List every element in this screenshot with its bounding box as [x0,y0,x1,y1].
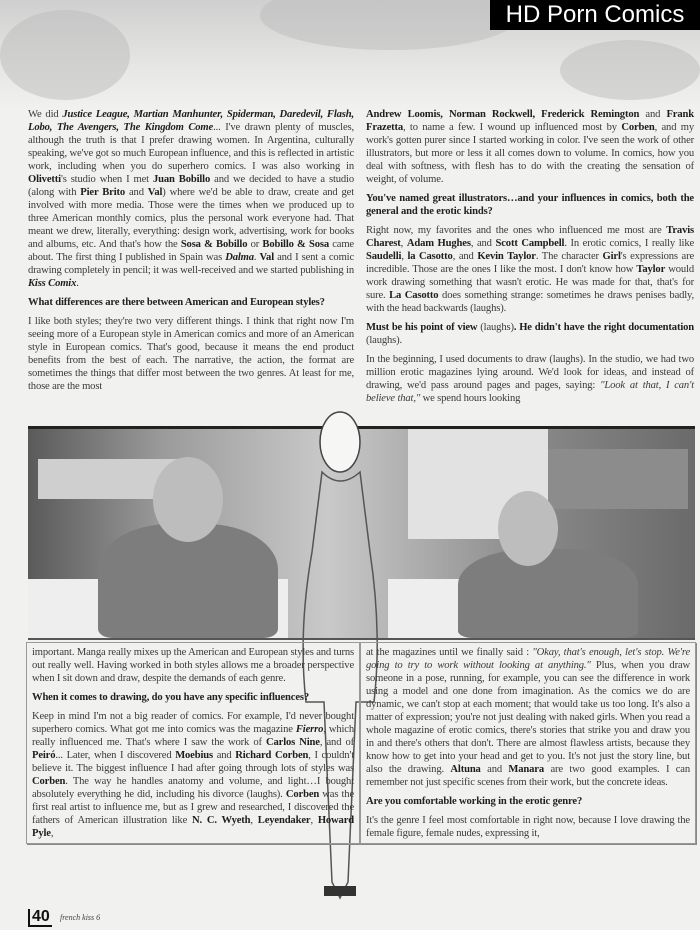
interview-answer [366,814,690,840]
interview-answer [32,646,354,685]
article-box-right-bottom [360,642,696,844]
watermark: HD Porn Comics [490,0,700,30]
emphasis-text: "Okay, that's enough, let's stop. We're going to try to work without looking at anything." [366,647,690,671]
text-run: came about. The first thing I published in Spain was [28,239,354,263]
page-number: 40 [28,909,52,927]
interview-question [28,296,354,309]
emphasis-text: Val [259,252,274,263]
emphasis-text: Must be his point of view [366,322,478,333]
text-run: , to name a few. I wound up influenced most by [403,122,622,133]
text-run: , and of [319,737,355,748]
text-run: and [639,109,667,120]
interview-question [32,691,354,704]
interview-answer [366,321,694,347]
text-run: Plus, when you draw someone in a pose, running, for example, you can see the difference in work using a model and one done from imagination. As the comics we do are dynamic, we can't stop at each moment; that would take us too long. It's also a matter of expression; you're not just dealing with naked girls. When you read a whole magazine of erotic comics, there's stories that strike you and draw you in and there's others that don't. There are almost flawless artists, because they know how to get into your head and get to you. It's not just the story line, but also the drawing. [366,660,690,775]
emphasis-text: Howard Pyle [32,815,354,839]
text-run: . In erotic comics, I really like [564,238,695,249]
text-run: was the first real artist to influence me, but as I grew and researched, I discovered the fathers of American illustration like [32,789,354,826]
text-run: at the magazines until we finally said : [366,647,533,658]
text-run: 's studio when I met [60,174,153,185]
text-run: , which really influenced me. That's where I saw the work of [32,724,354,748]
text-run: , [250,815,258,826]
interview-answer [32,710,354,840]
text-run: , and [470,238,496,249]
text-run: or [247,239,263,250]
text-run: Keep in mind I'm not a big reader of comics. For example, I'd never bought superhero comics. What got me into comics was the magazine [32,711,354,735]
text-run: does something strange: sometimes he draws penises badly, with the head backwards (laughs). [366,290,695,314]
emphasis-text: Adam Hughes [406,238,471,249]
interview-answer [366,353,694,405]
emphasis-text: Pier Brito [80,187,126,198]
text-run: Are you comfortable working in the erotic genre? [366,796,583,807]
emphasis-text: Sosa & Bobillo [180,239,248,250]
text-run: (laughs) [477,322,514,333]
text-run: , I couldn't believe it. The biggest influence I had after going through lots of styles was [32,750,355,774]
article-column-right-top [366,108,694,411]
emphasis-text: N. C. Wyeth [192,815,251,826]
text-run: (laughs). [366,335,403,346]
emphasis-text: Taylor [636,264,666,275]
text-run: We did [28,109,63,120]
interview-answer [28,315,354,393]
text-run: ) where we'd be able to draw, create and get involved with more media. Those were the times when we produced up to three American monthly comics, plus the personal work everyone had. That meant we drew, literally, everything: design work, advertising, work for books and albums, etc. And that's how the [28,187,355,250]
text-run: When it comes to drawing, do you have any specific influences? [32,692,310,703]
interview-answer [366,646,690,789]
text-run: . The way he handles anatomy and volume, and light…I bought absolutely everything he did, including his divorce (laughs). [32,776,354,800]
emphasis-text: Travis Charest [366,225,694,249]
text-run: I like both styles; they're two very different things. I think that right now I'm seeing more of a European style in American comics and more of an American style in European comics. That's good, because it means the end product benefits from the best of each. The narrative, the action, the format are sometimes the things that differ most between the two genres. At least for me, those are the most [28,316,354,392]
magazine-name: french kiss 6 [60,913,101,922]
interview-question [366,795,690,808]
text-run: would work drawing something that wasn't erotic. He was made for that, that's for sure. [366,264,694,301]
emphasis-text: "Look at that, I can't believe that," [366,380,694,404]
emphasis-text: Richard Corben [235,750,309,761]
text-run: . The character [535,251,603,262]
text-run: we spend hours looking [420,393,521,404]
emphasis-text: la Casotto [407,251,453,262]
text-run: , [50,828,54,839]
emphasis-text: Girl [602,251,621,262]
text-run: and [213,750,236,761]
text-run: and we decided to have a studio (along with [28,174,355,198]
text-run: important. Manga really mixes up the American and European styles and turns out really well. Having worked in both styles allows me a broader perspective when I sit down and draw, despite the demands of each genre. [32,647,354,684]
emphasis-text: Frank Frazetta [366,109,694,133]
text-run: ... I've drawn plenty of muscles, although the truth is that I prefer drawing women. In Argentina, culturally speaking, we've got so much European influence, and this is reflected in artistic work, including when you do superhero comics. I was also working in [28,122,354,172]
emphasis-text: Kevin Taylor [477,251,536,262]
emphasis-text: Manara [508,764,545,775]
text-run: and [480,764,509,775]
text-run: In the beginning, I used documents to draw (laughs). In the studio, we had two million erotic magazines lying around. We'd look for ideas, and instead of drawing, we'd pass around pages and pages, saying: [366,354,694,391]
text-run: , and my work's gotten purer since I started working in color. I've seen the work of other illustrators, but more or less it all comes down to volume. In comics, how you deal with softness, with flesh has to do with the creating the sensation of weight, of volume. [366,122,694,185]
emphasis-text: Kiss Comix [28,278,77,289]
text-run: are two good examples. I can remember not just specific scenes from their work, but the concrete ideas. [366,764,691,788]
emphasis-text: Scott Campbell [495,238,565,249]
emphasis-text: Carlos Nine [266,737,320,748]
emphasis-text: Fierro [295,724,324,735]
article-column-right-bottom [366,646,690,840]
interview-answer [366,108,694,186]
text-run: 's expressions are incredible. Those are the ones I like the most. I don't know how [366,251,695,275]
emphasis-text: Val [147,187,163,198]
text-run: . [76,278,79,289]
article-column-left-top [28,108,354,399]
emphasis-text: Altuna [450,764,481,775]
text-run: , and [452,251,478,262]
emphasis-text: Corben [621,122,655,133]
text-run: . [253,252,260,263]
text-run: and I sent a comic drawing completely in pencil; it was well-received and we started publishing in [28,252,355,276]
emphasis-text: Moebius [175,750,213,761]
emphasis-text: . He didn't have the right documentation [513,322,694,333]
emphasis-text: Corben [32,776,66,787]
emphasis-text: Leyendaker [257,815,311,826]
emphasis-text: Justice League, Martian Manhunter, Spiderman, Daredevil, Flash, Lobo, The Avengers, The Kingdom Come [28,109,355,133]
emphasis-text: Bobillo & Sosa [262,239,329,250]
text-run: ... Later, when I discovered [55,750,176,761]
text-run: You've named great illustrators…and your influences in comics, both the general and the erotic kinds? [366,193,694,217]
text-run: and [125,187,148,198]
emphasis-text: Juan Bobillo [152,174,211,185]
interview-answer [28,108,354,290]
text-run: , [400,238,407,249]
emphasis-text: Dalma [225,252,254,263]
article-column-left-bottom [32,646,354,840]
emphasis-text: Corben [285,789,320,800]
article-box-left-bottom [26,642,360,844]
text-run: , [310,815,318,826]
emphasis-text: Olivetti [28,174,61,185]
text-run: It's the genre I feel most comfortable in right now, because I love drawing the female figure, female nudes, expressing it, [366,815,690,839]
text-run: Right now, my favorites and the ones who influenced me most are [366,225,667,236]
text-run: , [401,251,408,262]
emphasis-text: Andrew Loomis, Norman Rockwell, Frederick Remington [366,109,640,120]
emphasis-text: Peiró [32,750,56,761]
emphasis-text: La Casotto [389,290,439,301]
emphasis-text: Saudelli [366,251,402,262]
interview-answer [366,224,694,315]
text-run: What differences are there between American and European styles? [28,297,325,308]
interview-question [366,192,694,218]
